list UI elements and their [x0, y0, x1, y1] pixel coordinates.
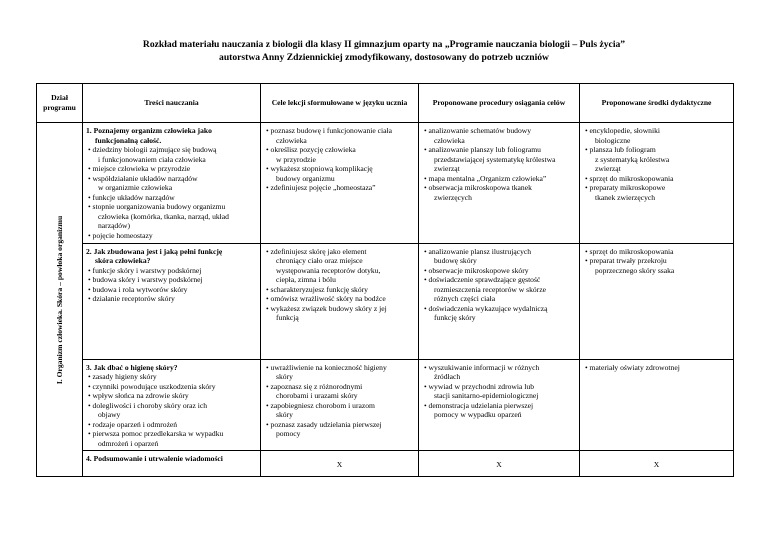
- list-item: pomocy w wypadku oparzeń: [434, 410, 522, 420]
- procedury-x-cell: X: [419, 451, 580, 477]
- list-item: człowieka: [434, 135, 465, 145]
- list-item: • zdefiniujesz skórę jako element: [266, 246, 367, 256]
- list-item: • wpływ słońca na zdrowie skóry: [88, 391, 189, 401]
- list-item: • obserwacje mikroskopowe skóry: [424, 265, 529, 275]
- list-item: • encyklopedie, słowniki: [585, 126, 660, 135]
- list-item: • scharakteryzujesz funkcję skóry: [266, 284, 368, 294]
- header-procedury: Proponowane procedury osiągania celów: [419, 84, 580, 123]
- title-line-1: Rozkład materiału nauczania z biologii dla klasy II gimnazjum oparty na „Programie nauczania biologii – Puls życia”: [142, 39, 626, 50]
- list-item: • omówisz wrażliwość skóry na bodźce: [266, 294, 386, 304]
- list-item: • sprzęt do mikroskopowania: [585, 246, 674, 256]
- table-row: [37, 451, 734, 477]
- list-item: • budowa skóry i warstwy podskórnej: [88, 275, 203, 285]
- list-item: • doświadczenia wykazujące wydalniczą: [424, 303, 548, 313]
- list-item: • współdziałanie układów narządów: [88, 173, 198, 183]
- list-item: • poznasz budowę i funkcjonowanie ciała: [266, 126, 393, 135]
- list-item: • preparat trwały przekroju: [585, 256, 667, 266]
- cele-x-cell: X: [261, 451, 419, 477]
- srodki-x-cell: X: [580, 451, 734, 477]
- list-item: poprzecznego skóry ssaka: [595, 265, 675, 275]
- list-item: rozmieszczenia receptorów w skórze: [434, 284, 546, 294]
- list-item: skóry: [276, 410, 293, 420]
- list-item: • wykażesz stopniową komplikację: [266, 164, 373, 174]
- list-item: biologiczne: [595, 135, 631, 145]
- list-item: • sprzęt do mikroskopowania: [585, 173, 674, 183]
- list-item: stacji sanitarno-epidemiologicznej: [434, 391, 539, 401]
- list-item: zwierząt: [434, 164, 460, 174]
- list-item: • rodzaje oparzeń i odmrożeń: [88, 419, 178, 429]
- tresci-cell: [83, 123, 261, 244]
- section-cell: [37, 123, 83, 477]
- list-item: chorobami i urazami skóry: [276, 391, 358, 401]
- list-item: • wykażesz związek budowy skóry z jej: [266, 303, 387, 313]
- list-item: • wywiad w przychodni zdrowia lub: [424, 381, 534, 391]
- list-item: objawy: [98, 410, 121, 420]
- list-item: • dolegliwości i choroby skóry oraz ich: [88, 400, 208, 410]
- list-item: źródłach: [434, 372, 461, 382]
- list-item: • budowa i rola wytworów skóry: [88, 284, 188, 294]
- list-item: • analizowanie schematów budowy: [424, 126, 532, 135]
- topic-title: 4. Podsumowanie i utrwalenie wiadomości: [86, 454, 223, 464]
- header-dzial: Dział programu: [37, 84, 83, 123]
- list-item: • działanie receptorów skóry: [88, 294, 175, 304]
- cele-cell: [261, 243, 419, 359]
- list-item: tkanek zwierzęcych: [595, 192, 656, 202]
- list-item: zwierzęcych: [434, 192, 472, 202]
- cele-cell: [261, 359, 419, 451]
- list-item: • pierwsza pomoc przedlekarska w wypadku: [88, 429, 224, 439]
- procedury-cell: [419, 243, 580, 359]
- list-item: pomocy: [276, 429, 301, 439]
- list-item: • analizowanie planszy lub foliogramu: [424, 145, 541, 155]
- list-item: • obserwacja mikroskopowa tkanek: [424, 183, 532, 193]
- list-item: odmrożeń i oparzeń: [98, 438, 159, 448]
- table-row: [37, 123, 734, 244]
- list-item: ciepła, zimna i bólu: [276, 275, 336, 285]
- topic-title: 2. Jak zbudowana jest i jaką pełni funkcję: [86, 246, 223, 256]
- srodki-cell: [580, 359, 734, 451]
- list-item: w przyrodzie: [276, 154, 316, 164]
- list-item: • miejsce człowieka w przyrodzie: [88, 164, 191, 174]
- tresci-cell: [83, 451, 261, 477]
- list-item: • pojęcie homeostazy: [88, 231, 153, 241]
- list-item: • zasady higieny skóry: [88, 372, 157, 382]
- list-item: • materiały oświaty zdrowotnej: [585, 362, 680, 372]
- list-item: człowieka: [276, 135, 307, 145]
- list-item: • zapobiegniesz chorobom i urazom: [266, 400, 375, 410]
- list-item: • zdefiniujesz pojęcie „homeostaza”: [266, 183, 376, 193]
- list-item: • funkcje układów narządów: [88, 192, 175, 202]
- list-item: • zapoznasz się z różnorodnymi: [266, 381, 363, 391]
- list-item: w organizmie człowieka: [98, 183, 173, 193]
- table-row: [37, 243, 734, 359]
- list-item: • poznasz zasady udzielania pierwszej: [266, 419, 382, 429]
- list-item: • dziedziny biologii zajmujące się budową: [88, 145, 217, 155]
- list-item: • analizowanie plansz ilustrujących: [424, 246, 532, 256]
- list-item: • preparaty mikroskopowe: [585, 183, 666, 193]
- list-item: zwierząt: [595, 164, 621, 174]
- list-item: • wyszukiwanie informacji w różnych: [424, 362, 540, 372]
- header-row: [37, 84, 734, 123]
- title-line-2: autorstwa Anny Zdziennickiej zmodyfikowany, dostosowany do potrzeb uczniów: [219, 52, 549, 63]
- list-item: chroniący ciało oraz miejsce: [276, 256, 363, 266]
- list-item: budowy organizmu: [276, 173, 335, 183]
- procedury-cell: [419, 123, 580, 244]
- list-item: z systematyką królestwa: [595, 154, 670, 164]
- list-item: • mapa mentalna „Organizm człowieka”: [424, 173, 547, 183]
- curriculum-table: [36, 83, 734, 477]
- list-item: przedstawiającej systematykę królestwa: [434, 154, 556, 164]
- srodki-cell: [580, 123, 734, 244]
- list-item: • funkcje skóry i warstwy podskórnej: [88, 265, 202, 275]
- list-item: • stopnie uorganizowania budowy organizmu: [88, 202, 226, 212]
- document-title: [0, 38, 768, 64]
- tresci-cell: [83, 243, 261, 359]
- table-row: [37, 359, 734, 451]
- topic-title-cont: funkcjonalną całość.: [95, 135, 162, 145]
- list-item: • określisz pozycję człowieka: [266, 145, 356, 155]
- header-cele: Cele lekcji sformułowane w języku ucznia: [261, 84, 419, 123]
- procedury-cell: [419, 359, 580, 451]
- list-item: • plansza lub foliogram: [585, 145, 656, 155]
- list-item: • demonstracja udzielania pierwszej: [424, 400, 534, 410]
- list-item: skóry: [276, 372, 293, 382]
- list-item: • uwrażliwienie na konieczność higieny: [266, 362, 387, 372]
- topic-title-cont: skóra człowieka?: [95, 256, 151, 266]
- tresci-cell: [83, 359, 261, 451]
- list-item: występowania receptorów dotyku,: [276, 265, 381, 275]
- list-item: • czynniki powodujące uszkodzenia skóry: [88, 381, 216, 391]
- list-item: i funkcjonowaniem ciała człowieka: [98, 154, 206, 164]
- topic-title: 1. Poznajemy organizm człowieka jako: [86, 126, 212, 135]
- topic-title: 3. Jak dbać o higienę skóry?: [86, 362, 178, 372]
- header-srodki: Proponowane środki dydaktyczne: [580, 84, 734, 123]
- list-item: człowieka (komórka, tkanka, narząd, układ: [98, 211, 229, 221]
- list-item: • doświadczenie sprawdzające gęstość: [424, 275, 541, 285]
- section-title: I. Organizm człowieka. Skóra – powłoka organizmu: [54, 215, 64, 384]
- header-tresci: Treści nauczania: [83, 84, 261, 123]
- list-item: funkcję skóry: [434, 313, 476, 323]
- cele-cell: [261, 123, 419, 244]
- list-item: funkcją: [276, 313, 299, 323]
- list-item: budowę skóry: [434, 256, 477, 266]
- list-item: narządów): [98, 221, 131, 231]
- list-item: różnych części ciała: [434, 294, 496, 304]
- srodki-cell: [580, 243, 734, 359]
